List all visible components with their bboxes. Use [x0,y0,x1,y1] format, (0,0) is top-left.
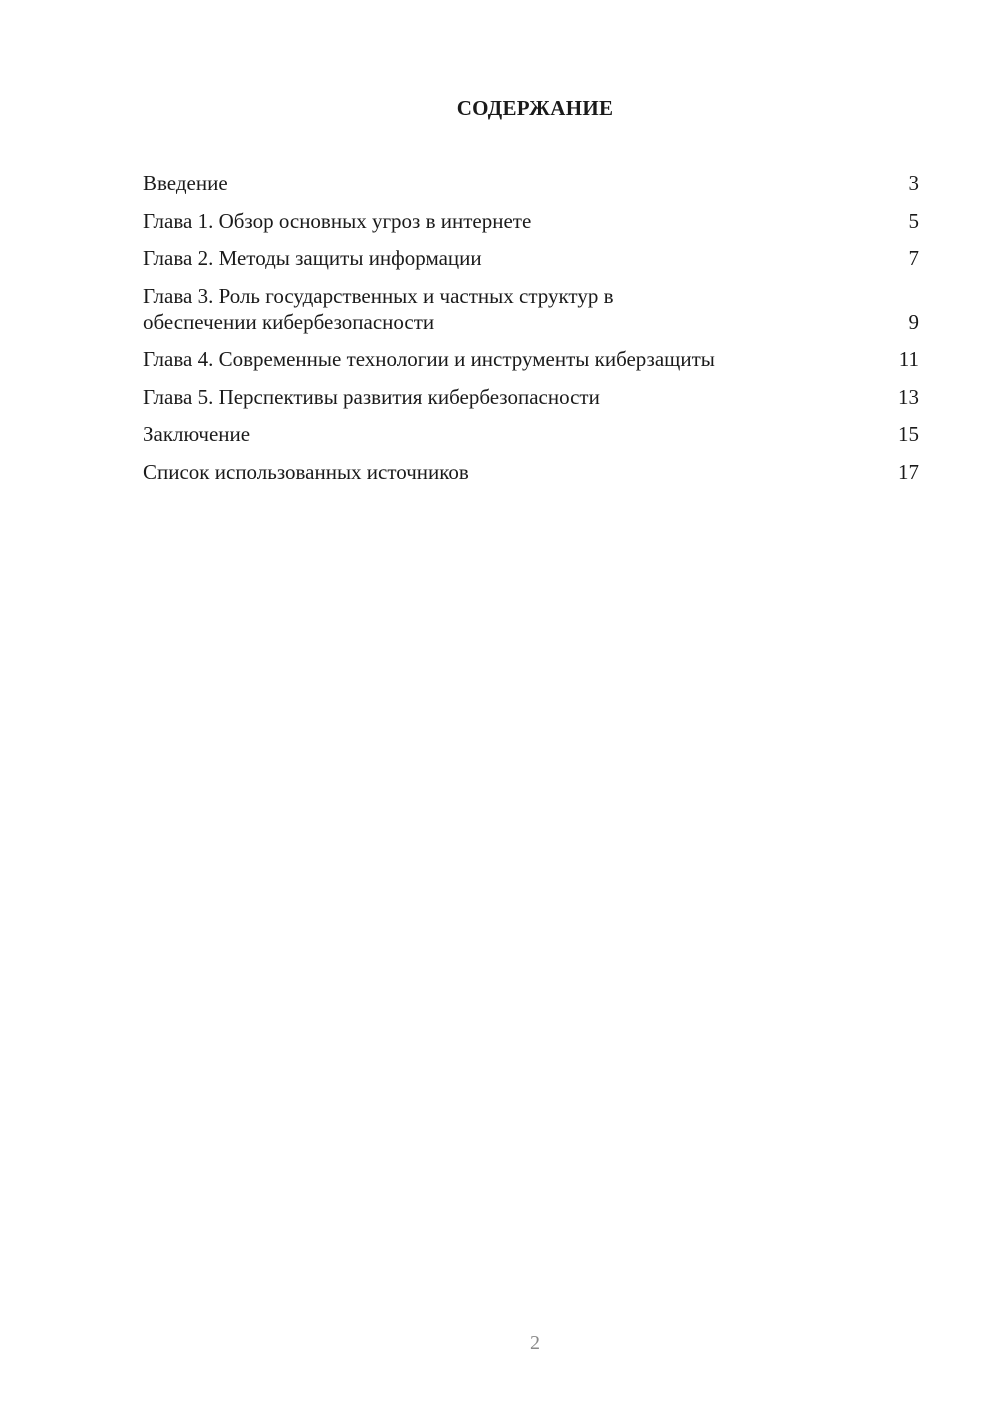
toc-entry-line: Глава 5. Перспективы развития кибербезопасности [143,384,600,409]
toc-entry-page: 11 [898,347,919,371]
toc-list [143,170,919,496]
toc-entry-page: 3 [908,171,919,195]
toc-entry-page: 9 [908,309,919,334]
toc-entry-introduction[interactable] [143,170,919,196]
toc-entry-page: 15 [898,422,919,446]
toc-entry-conclusion[interactable] [143,421,919,447]
toc-entry-page: 7 [908,246,919,270]
toc-entry-line: Глава 4. Современные технологии и инструменты киберзащиты [143,347,715,371]
toc-entry-text [143,421,889,447]
toc-entry-text [143,459,889,485]
toc-entry-references[interactable] [143,459,919,485]
toc-entry-line: Глава 3. Роль государственных и частных структур в [143,283,614,308]
toc-entry-line: Введение [143,171,228,195]
toc-entry-text [143,170,889,196]
toc-entry-text [143,245,889,271]
toc-entry-chapter-1[interactable] [143,208,919,234]
toc-entry-chapter-2[interactable] [143,245,919,271]
toc-entry-line: обеспечении кибербезопасности [143,309,435,334]
toc-entry-line: Список использованных источников [143,459,469,484]
toc-entry-page: 17 [898,459,919,484]
toc-entry-chapter-4[interactable] [143,346,919,372]
toc-entry-page: 13 [898,384,919,409]
toc-entry-text [143,346,889,372]
toc-entry-line: Глава 1. Обзор основных угроз в интернете [143,208,532,233]
toc-entry-page: 5 [908,208,919,233]
toc-entry-text [143,283,889,335]
toc-entry-text [143,384,889,410]
toc-entry-line: Глава 2. Методы защиты информации [143,246,482,270]
toc-entry-chapter-5[interactable] [143,384,919,410]
page-number: 2 [530,1332,540,1354]
toc-title: СОДЕРЖАНИЕ [456,96,614,120]
toc-entry-text [143,208,889,234]
toc-entry-line: Заключение [143,422,251,446]
toc-entry-chapter-3[interactable] [143,283,919,335]
